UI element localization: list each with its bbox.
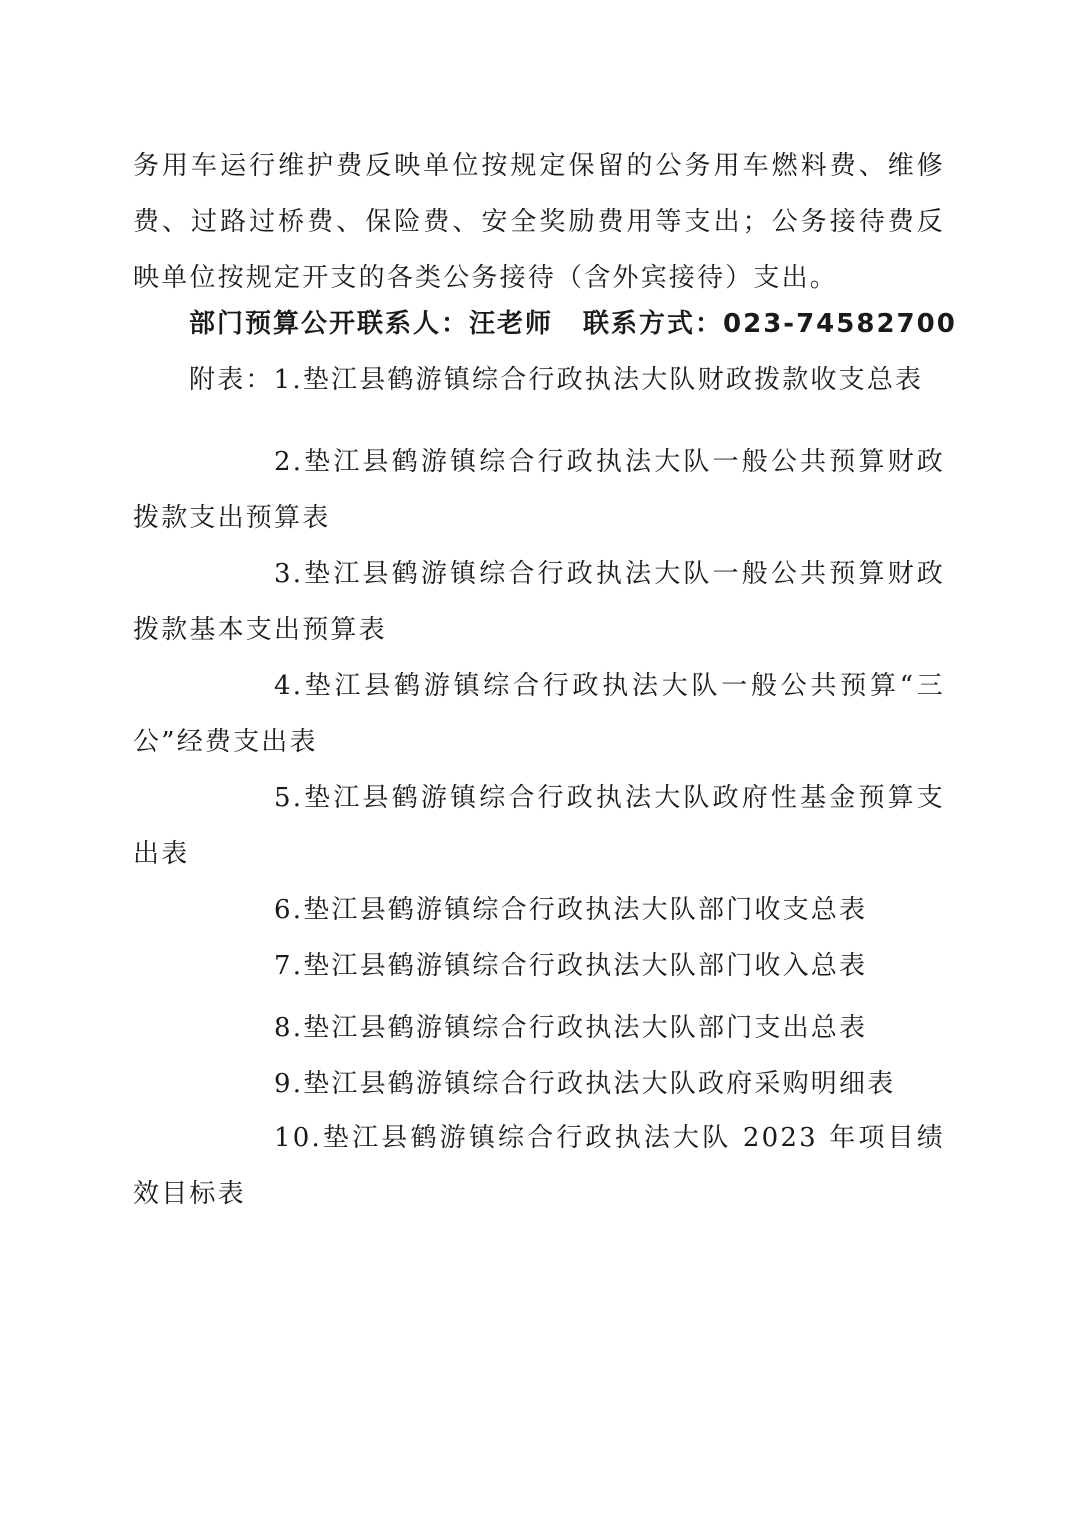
attachment-item-7: 7.垫江县鹤游镇综合行政执法大队部门收入总表 bbox=[274, 951, 868, 981]
intro-paragraph: 务用车运行维护费反映单位按规定保留的公务用车燃料费、维修费、过路过桥费、保险费、安全奖励费用等支出；公务接待费反映单位按规定开支的各类公务接待（含外宾接待）支出。 bbox=[133, 151, 945, 293]
attachment-item-6: 6.垫江县鹤游镇综合行政执法大队部门收支总表 bbox=[274, 895, 868, 925]
attachments-label: 附表： bbox=[189, 365, 274, 395]
contact-person: 部门预算公开联系人：汪老师 bbox=[189, 309, 554, 339]
attachment-item-3: 3.垫江县鹤游镇综合行政执法大队一般公共预算财政拨款基本支出预算表 bbox=[133, 559, 945, 645]
attachment-item-4: 4.垫江县鹤游镇综合行政执法大队一般公共预算“三公”经费支出表 bbox=[133, 671, 945, 757]
contact-line bbox=[189, 296, 957, 352]
contact-method: 联系方式：023-74582700 bbox=[583, 309, 957, 339]
attachment-first-line bbox=[189, 352, 923, 408]
attachment-item-10: 10.垫江县鹤游镇综合行政执法大队 2023 年项目绩效目标表 bbox=[133, 1123, 945, 1209]
attachment-item-2: 2.垫江县鹤游镇综合行政执法大队一般公共预算财政拨款支出预算表 bbox=[133, 447, 945, 533]
attachment-item-5: 5.垫江县鹤游镇综合行政执法大队政府性基金预算支出表 bbox=[133, 783, 945, 869]
attachment-item-9: 9.垫江县鹤游镇综合行政执法大队政府采购明细表 bbox=[274, 1069, 896, 1099]
attachment-item-8: 8.垫江县鹤游镇综合行政执法大队部门支出总表 bbox=[274, 1013, 868, 1043]
attachment-item-1: 1.垫江县鹤游镇综合行政执法大队财政拨款收支总表 bbox=[273, 365, 924, 395]
